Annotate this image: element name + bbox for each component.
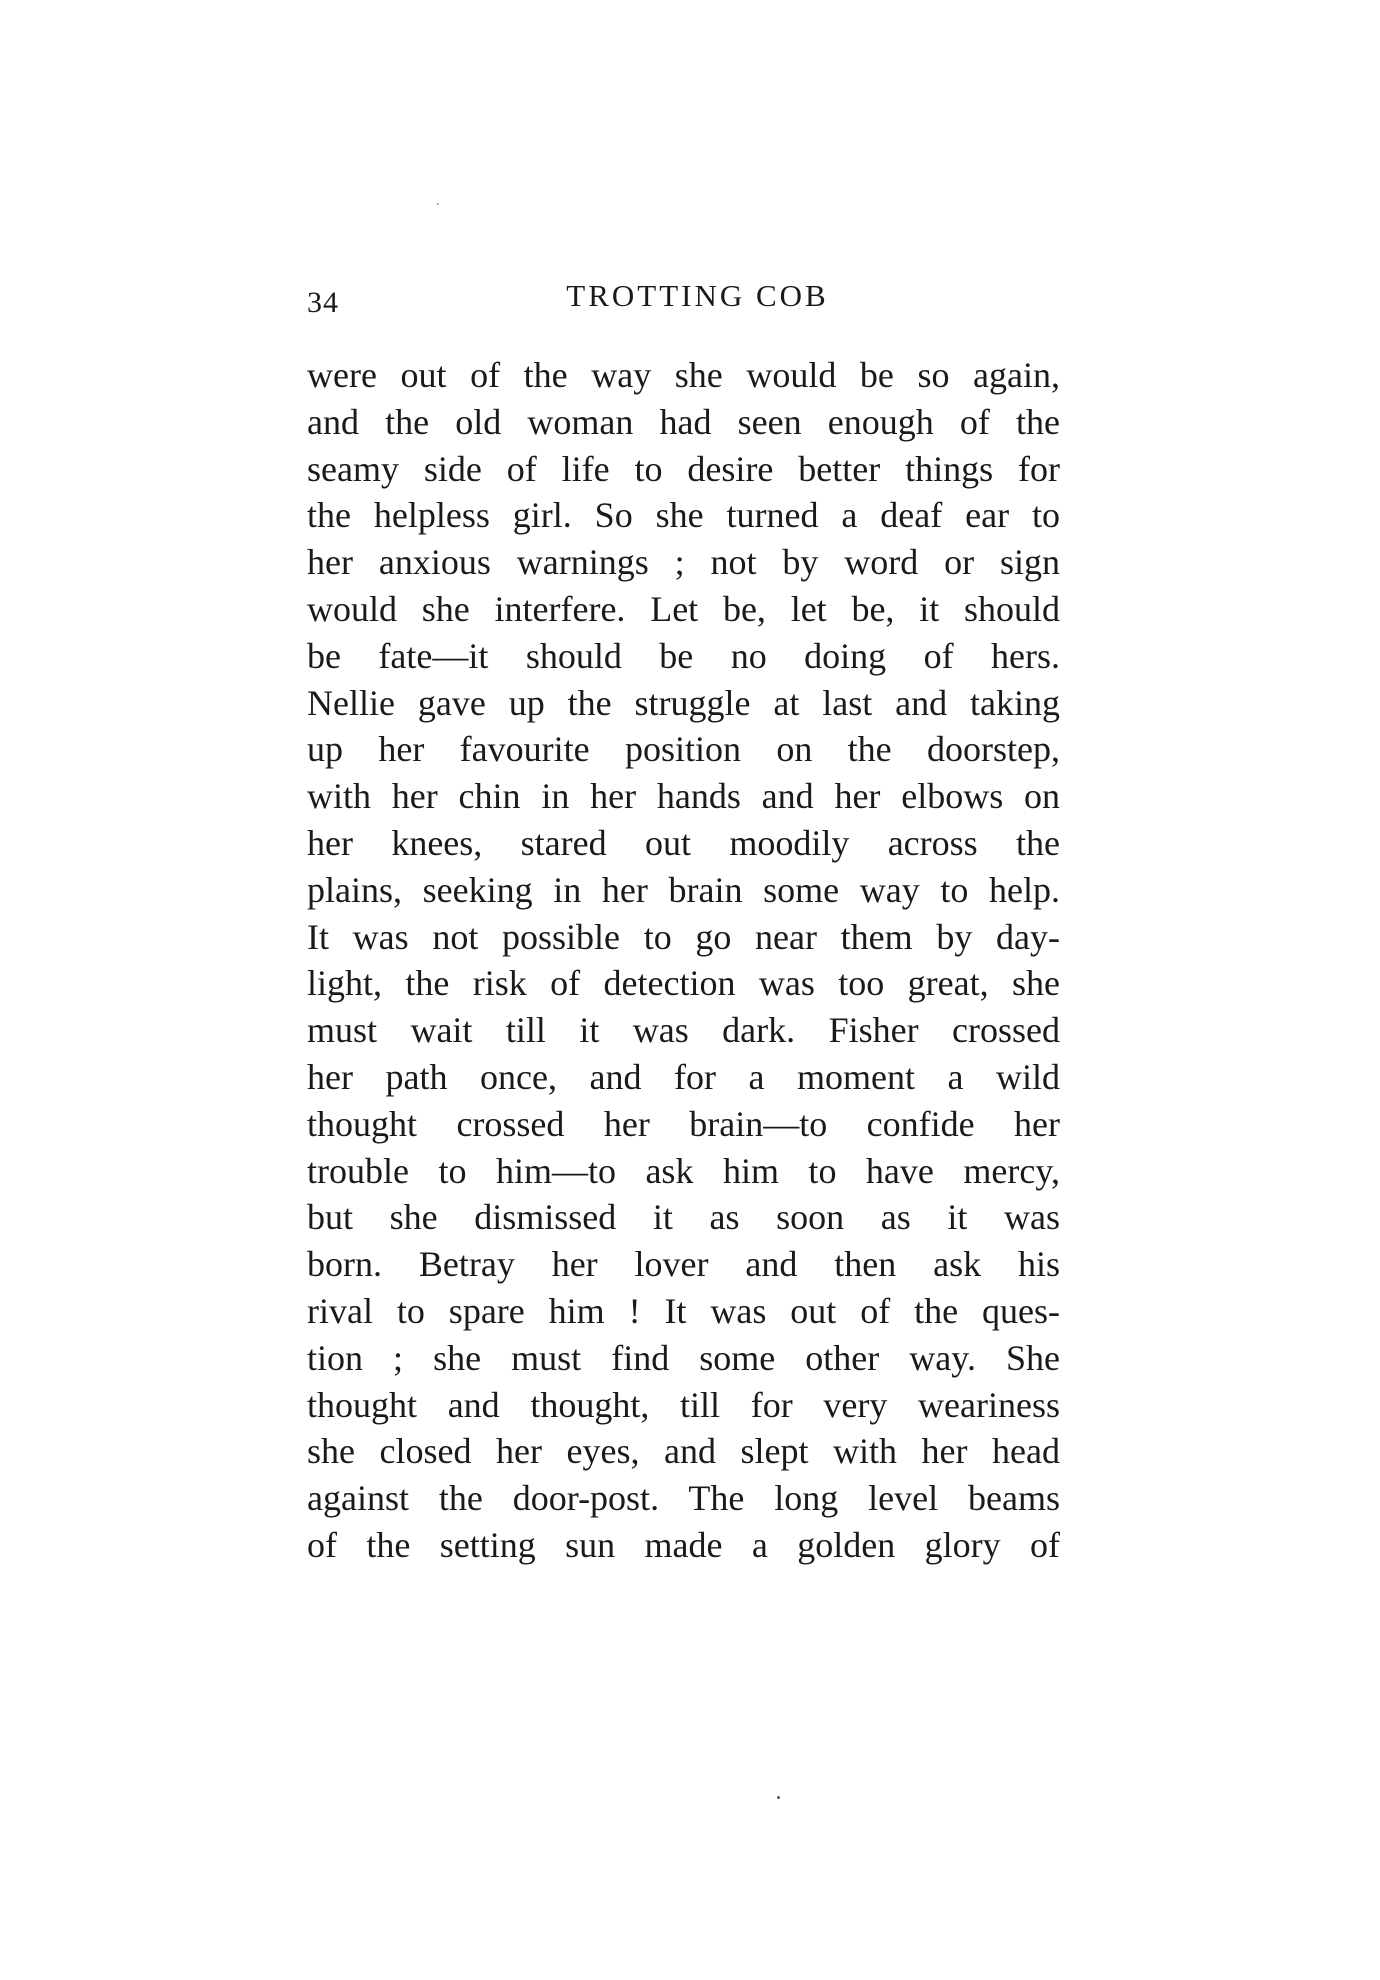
text-line: Nellie gave up the struggle at last and taking [307, 682, 1060, 723]
text-line: she closed her eyes, and slept with her head [307, 1431, 1060, 1472]
text-line: born. Betray her lover and then ask his [307, 1244, 1060, 1285]
text-line: seamy side of life to desire better things for [307, 448, 1060, 489]
text-line: her knees, stared out moodily across the [307, 822, 1060, 863]
text-line: It was not possible to go near them by day- [307, 916, 1060, 957]
text-line: rival to spare him ! It was out of the ques- [307, 1290, 1060, 1331]
text-line: the helpless girl. So she turned a deaf ear to [307, 495, 1060, 536]
text-line: tion ; she must find some other way. She [307, 1337, 1060, 1378]
text-line: with her chin in her hands and her elbows on [307, 776, 1060, 817]
text-line: but she dismissed it as soon as it was [307, 1197, 1060, 1238]
text-line: were out of the way she would be so again, [307, 355, 1060, 395]
running-head [307, 278, 1060, 328]
text-line: must wait till it was dark. Fisher crossed [307, 1010, 1060, 1051]
running-title: TROTTING COB [566, 278, 829, 313]
text-line: plains, seeking in her brain some way to help. [307, 869, 1060, 910]
scan-speck [437, 203, 439, 205]
text-line: up her favourite position on the doorstep, [307, 729, 1060, 770]
text-line: and the old woman had seen enough of the [307, 401, 1060, 442]
text-line: would she interfere. Let be, let be, it should [307, 588, 1060, 629]
text-line: her path once, and for a moment a wild [307, 1056, 1060, 1097]
text-line: thought crossed her brain—to confide her [307, 1103, 1060, 1144]
text-line: her anxious warnings ; not by word or sign [307, 542, 1060, 583]
text-line: against the door-post. The long level beams [307, 1478, 1060, 1519]
text-line: light, the risk of detection was too great, she [307, 963, 1060, 1004]
scan-speck [777, 1796, 780, 1799]
text-line: thought and thought, till for very weariness [307, 1384, 1060, 1425]
body-text [307, 352, 1060, 1569]
page-number: 34 [307, 286, 339, 319]
text-line: of the setting sun made a golden glory of [307, 1524, 1060, 1565]
text-line: be fate—it should be no doing of hers. [307, 635, 1060, 676]
text-line: trouble to him—to ask him to have mercy, [307, 1150, 1060, 1191]
